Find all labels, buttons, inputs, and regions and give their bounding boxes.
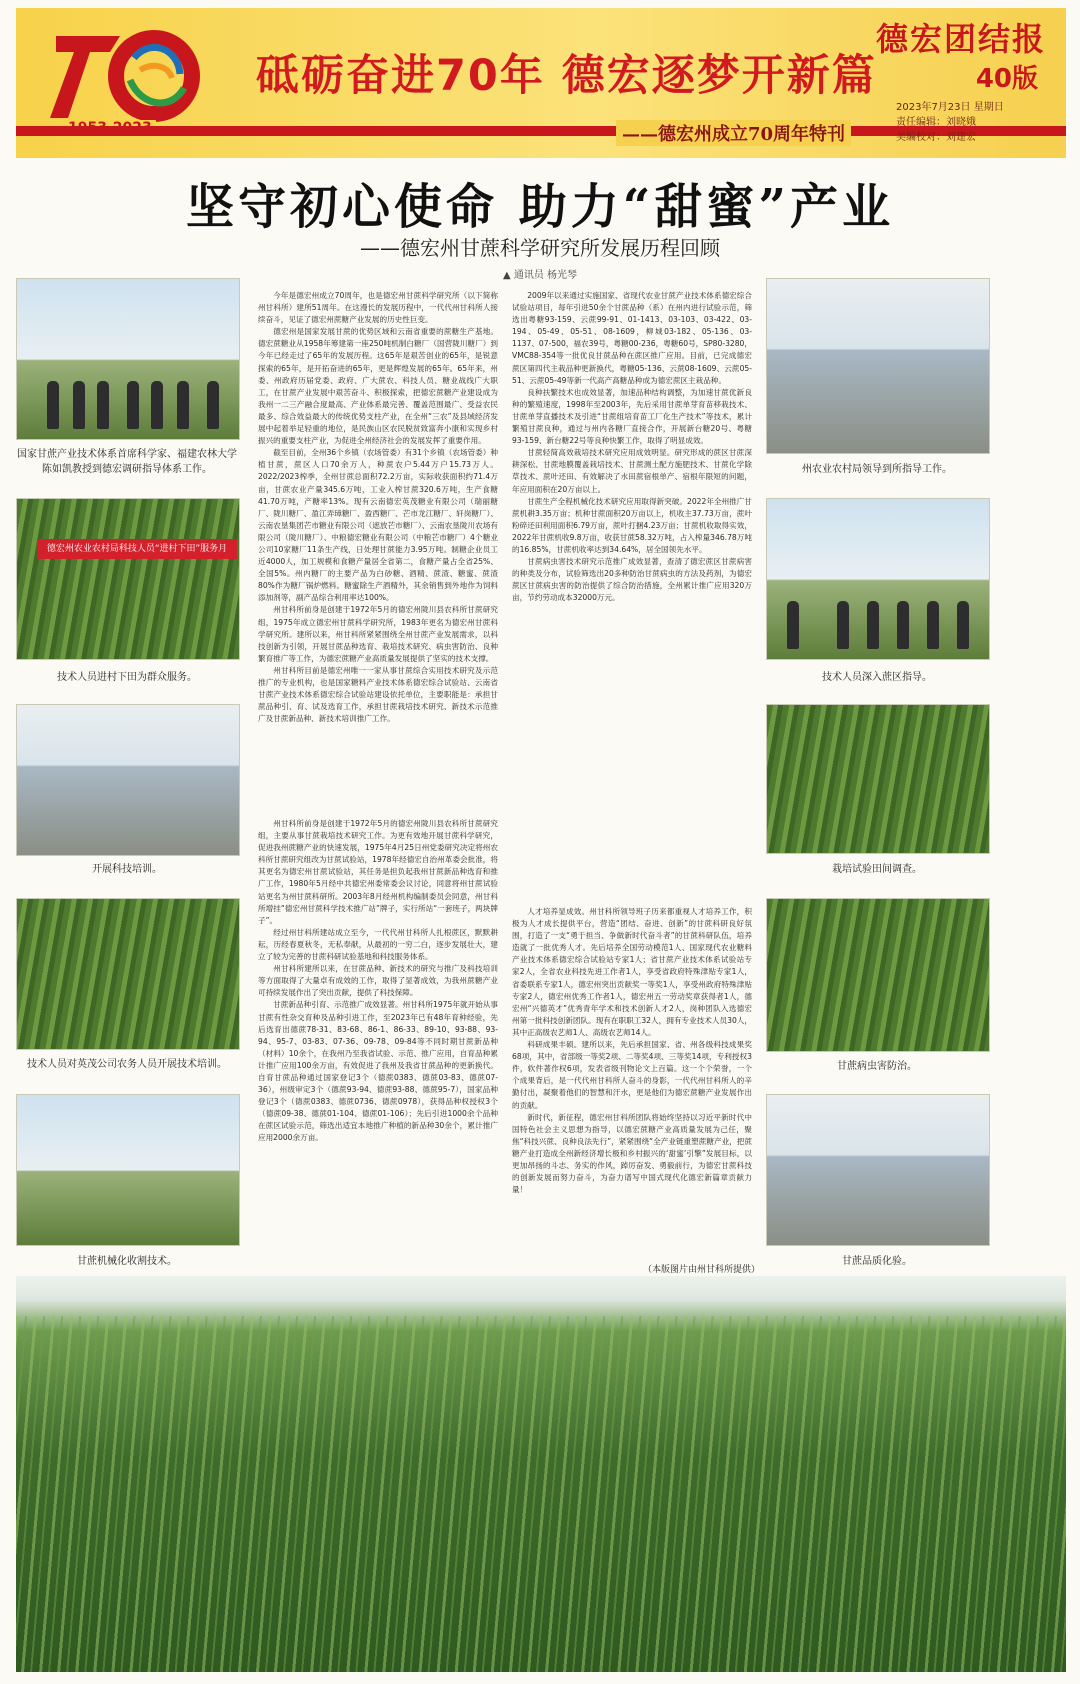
paragraph: 州甘科所前身是创建于1972年5月的德宏州陇川县农科所甘蔗研究组，主要从事甘蔗栽培技术研究工作。为更有效地开展甘蔗科学研究，促进我州蔗糖产业的快速发展，1975年4月25日州党委研究决定将州农科所甘蔗研究组改为甘蔗试验站，1978年经德宏自治州革委会批准，将其更名为德宏州甘蔗试验站，其任务是担负起我州甘蔗新品种选育和推广工作，1980年5月经中共德宏州委常委会议讨论，同意将州甘蔗试验站更名为州甘蔗科研所。2003年8月经州机构编制委员会同意，州甘科所增挂“德宏州甘蔗科学技术推广站”牌子，实行所站“一套班子，两块牌子”。 <box>258 819 498 925</box>
edition-number: 40版 <box>975 64 1038 94</box>
paragraph: 德宏州是国家发展甘蔗的优势区域和云南省重要的蔗糖生产基地。德宏蔗糖业从1958年筹建第一座250吨机制白糖厂（国营陇川糖厂）到今年已经走过了65年的发展历程。这65年是艰苦创业的65年，是锐意探索的65年，是开拓奋进的65年，更是辉煌发展的65年。65年来，州委、州政府历届党委、政府、广大蔗农、科技人员、糖业战线广大职工，在甘蔗产业发展中艰苦奋斗、积极探索，把德宏蔗糖产业建设成为我州一二三产融合度最高、产业体系最完善、覆盖范围最广、受益农民最多、综合效益最大的传统优势支柱产业，在全州“三农”及县域经济发展中起着举足轻重的地位，是民族山区农民脱贫致富奔小康和实现乡村振兴的重要支柱产业，为促进全州经济社会的发展发挥了重要作用。 <box>258 327 498 446</box>
sugarcane-blades <box>16 1316 1066 1672</box>
article-column-3 <box>512 290 752 900</box>
editor-credit: 责任编辑：刘晓娥 <box>896 117 976 128</box>
paragraph: 州甘科所建所以来，在甘蔗品种、新技术的研究与推广及科技培训等方面取得了大量卓有成效的工作，取得了显著成效，为我州蔗糖产业可持续发展作出了突出贡献，提供了科技保障。 <box>258 964 498 998</box>
paragraph: 科研成果丰硕。建所以来，先后承担国家、省、州各级科技成果奖68项，其中，省部级一等奖2项、二等奖4项、三等奖14项，专利授权3件，软件著作权6项，发表省级刊物论文上百篇。这一个个荣誉，一个个成果背后，是一代代州甘科所人奋斗的身影，一代代州甘科所人的辛勤付出，凝聚着他们的智慧和汗水，更是他们为德宏蔗糖产业发展作出的贡献。 <box>512 1040 752 1110</box>
paragraph: 2009年以来通过实施国家、省现代农业甘蔗产业技术体系德宏综合试验站项目，每年引进50余个甘蔗品种（系）在州内进行试验示范，筛选出粤糖93-159、云蔗99-91、01-1413、03-103、03-422、03-194、05-49、05-51、08-1609，柳城03-182、05-136、03-1137、07-500，福农39号，粤糖00-236，粤糖60号，SP80-3280，VMC88-354等一批优良甘蔗品种在蔗区推广应用。目前，已完成德宏蔗区第四代主栽品种更新换代，粤糖05-136、云蔗08-1609、云蔗05-51、云蔗05-49等新一代高产高糖品种成为德宏蔗区主栽品种。 <box>512 291 752 385</box>
anniversary-slogan: 砥砺奋进70年 德宏逐梦开新篇 <box>256 51 877 101</box>
paragraph: 甘蔗病虫害技术研究示范推广成效显著，查清了德宏蔗区甘蔗病害的种类及分布，试验筛选出20多种防治甘蔗病虫的方法及药剂，为德宏蔗区甘蔗病虫害的防治提供了综合防治措施，全州累计推广应用320万亩，节约劳动成本32000万元。 <box>512 557 752 603</box>
article-headline: 坚守初心使命 助力“甜蜜”产业 <box>186 179 894 235</box>
special-issue-label: ——德宏州成立70周年特刊 <box>616 120 851 146</box>
photo-field-survey <box>766 704 990 854</box>
proofreader-credit: 美编校对：刘建宏 <box>896 132 976 143</box>
paragraph: 今年是德宏州成立70周年，也是德宏州甘蔗科学研究所（以下简称州甘科所）建所51周年。在这漫长的发展历程中，一代代州甘科所人接续奋斗，见证了德宏州蔗糖产业发展的历史性巨变。 <box>258 291 498 325</box>
photo-field-training <box>16 898 240 1050</box>
paragraph: 甘蔗新品种引育、示范推广成效显著。州甘科所1975年就开始从事甘蔗有性杂交育种及品种引进工作，至2023年已有48年育种经验，先后选育出德蔗78-31、83-68、86-1、86-33、89-10、93-88、93-94、95-7、03-83、07-36、09-78、09-84等不同时期甘蔗新品种（材料）10余个，在我州乃至我省试验、示范、推广应用，自育品种累计推广应用100余万亩，有效促进了我州及我省甘蔗品种的更新换代。自育甘蔗品种通过国家登记3个（德蔗0383、德蔗03-83、德蔗07-36），州级审定3个（德蔗93-94、德蔗93-88、德蔗95-7），国家品种登记3个（德蔗0383、德蔗0736、德蔗0978），获得品种权授权3个（德蔗09-38、德蔗01-104、德蔗01-106）；先后引进1000余个品种在蔗区试验示范，筛选出适宜本地推广种植的新品种30余个，累计推广应用2000余万亩。 <box>258 1000 498 1143</box>
photo-mechanized-harvest <box>16 1094 240 1246</box>
article-subhead: ——德宏州甘蔗科学研究所发展历程回顾 <box>360 236 720 260</box>
photo-pest-control <box>766 898 990 1052</box>
photo-credit: （本版图片由州甘科所提供） <box>642 1265 760 1275</box>
paragraph: 人才培养显成效。州甘科所领导班子历来都重视人才培养工作，积极为人才成长提供平台，营造“团结、奋进、创新”的甘蔗科研良好氛围，打造了一支“勇于担当、争做新时代奋斗者”的甘蔗科研队伍，培养造就了一批优秀人才。先后培养全国劳动模范1人、国家现代农业糖料产业技术体系德宏综合试验站专家1人；省甘蔗产业技术体系试验站专家2人，全省农业科技先进工作者1人，享受省政府特殊津贴专家1人，省委联系专家1人，德宏州突出贡献奖一等奖1人，享受州政府特殊津贴专家2人，德宏州优秀工作者1人，德宏州五一劳动奖章获得者1人，德宏州“兴德英才”优秀青年学术和技术创新人才2人，岗种团队入选德宏州第一批科技创新团队。现有在职职工32人，拥有专业技术人员30人，其中正高级农艺师1人、高级农艺师14人。 <box>512 907 752 1037</box>
anniversary-70-logo <box>50 18 200 126</box>
paragraph: 良种扶繁技术也成效显著，加速品种结构调整，为加速甘蔗优新良种的繁殖速度，1998年至2003年，先后采用甘蔗单芽育苗移栽技术、甘蔗单芽直播技术及引进“甘蔗组培育苗工厂化生产技术”等技术，累计繁殖甘蔗良种，通过与州内各糖厂直接合作，开展新台糖20号、粤糖93-159、新台糖22号等良种快繁工作，取得了明显成效。 <box>512 387 752 446</box>
article-column-4 <box>512 906 752 1258</box>
photo-village-service <box>16 498 240 660</box>
paragraph: 甘蔗生产全程机械化技术研究应用取得新突破。2022年全州推广甘蔗机耕3.35万亩；机种甘蔗面积20万亩以上，机收主37.73万亩，蔗叶粉碎还田利用面积6.79万亩，蔗叶打捆4.23万亩；甘蔗机收取得实效，2022年甘蔗机收9.8万亩，收获甘蔗58.32万吨，占入榨量346.78万吨的16.85%，甘蔗机收率达到34.64%，居全国领先水平。 <box>512 496 752 554</box>
photo-quality-lab <box>766 1094 990 1246</box>
photo-leaders-guidance <box>766 278 990 454</box>
caption-right-2: 技术人员深入蔗区指导。 <box>822 672 932 683</box>
paragraph: 经过州甘科所建站成立至今，一代代州甘科所人扎根蔗区，默默耕耘，历经春夏秋冬，无私奉献，从最初的一穷二白，逐步发展壮大，建立了较为完善的甘蔗科研试验基地和科技服务体系。 <box>258 927 498 962</box>
issue-meta <box>896 100 1004 145</box>
masthead <box>16 8 1066 158</box>
paragraph: 州甘科所目前是德宏州唯一一家从事甘蔗综合实用技术研究及示范推广的专业机构，也是国家糖料产业技术体系德宏综合试验站、云南省甘蔗产业技术体系德宏综合试验站建设依托单位，主要职能是：承担甘蔗品种引、育、试及选育工作，承担甘蔗栽培技术研究、新技术示范推广及甘蔗新品种、新技术培训推广工作。 <box>258 665 498 724</box>
photo-tech-training <box>16 704 240 856</box>
newspaper-name: 德宏团结报 <box>875 20 1046 58</box>
article-column-2 <box>258 818 498 1268</box>
caption-left-3: 开展科技培训。 <box>92 864 162 875</box>
article-column-1 <box>258 290 498 815</box>
sugarcane-field-panorama <box>16 1276 1066 1672</box>
caption-right-1: 州农业农村局领导到所指导工作。 <box>802 464 952 475</box>
caption-right-4: 甘蔗病虫害防治。 <box>837 1061 917 1072</box>
article-byline: ▲ 通讯员 杨光琴 <box>502 270 578 281</box>
caption-right-5: 甘蔗品质化验。 <box>842 1256 912 1267</box>
caption-left-2: 技术人员进村下田为群众服务。 <box>57 672 197 683</box>
paragraph: 截至目前，全州36个乡镇（农场管委）有31个乡镇（农场管委）种植甘蔗，蔗区人口70余万人，种蔗农户5.44万户15.73万人。2022/2023榨季，全州甘蔗总面积72.2万亩，实际收获面积约71.4万亩，甘蔗农业产量345.6万吨，工业入榨甘蔗320.6万吨，生产食糖41.70万吨，产糖率13%。现有云南德宏英茂糖业有限公司（瑞丽糖厂、陇川糖厂、盈江弄璋糖厂、盈西糖厂、芒市龙江糖厂、轩岗糖厂）、云南农垦集团芒市糖业有限公司（遮放芒市糖厂）、云南农垦陇川农场有限公司（陇川糖厂）、中粮德宏糖业有限公司（中粮芒市糖厂）4个糖业公司10家糖厂11条生产线，日处理甘蔗能力3.95万吨。制糖企业员工近4000人，加工规模和食糖产量居全省第二，食糖产量占全省25%、全国5%。州内糖厂的主要产品为白砂糖、酒精、蔗渣、糖蜜、蔗渣80%作为糖厂锅炉燃料。糖蜜除生产酒精外，其余销售到外地作为饲料添加剂等，副产品综合利用率达100%。 <box>258 448 498 603</box>
paragraph: 甘蔗轻简高效栽培技术研究应用成效明显。研究形成的蔗区甘蔗深耕深松、甘蔗地膜覆盖栽培技术、甘蔗测土配方施肥技术、甘蔗化学除草技术、蔗叶还田、有效解决了水田蔗宿根单产、宿根年限短的问题，年应用面积在20万亩以上。 <box>512 448 752 494</box>
service-banner: 德宏州农业农村局科技人员“进村下田”服务月 <box>37 539 237 559</box>
paragraph: 新时代，新征程，德宏州甘科所团队将始终坚持以习近平新时代中国特色社会主义思想为指导，以德宏蔗糖产业高质量发展为己任，聚焦“科技兴蔗、良种良法先行”，紧紧围绕“全产业链重塑蔗糖产业，把蔗糖产业打造成全州新经济增长极和乡村振兴的‘甜蜜’引擎”发展目标，以更加昂扬的斗志、务实的作风，踔厉奋发、勇毅前行，为德宏甘蔗科技的创新发展而努力奋斗，为奋力谱写中国式现代化德宏新篇章贡献力量！ <box>512 1112 752 1195</box>
caption-left-4: 技术人员对英茂公司农务人员开展技术培训。 <box>27 1059 227 1070</box>
photo-experts-visit <box>16 278 240 440</box>
caption-left-1: 国家甘蔗产业技术体系首席科学家、福建农林大学陈如凯教授到德宏调研指导体系工作。 <box>17 449 237 475</box>
caption-left-5: 甘蔗机械化收割技术。 <box>77 1256 177 1267</box>
paragraph: 州甘科所前身是创建于1972年5月的德宏州陇川县农科所甘蔗研究组，1975年成立德宏州甘蔗科学研究所，1983年更名为德宏州甘蔗科学研究所。建所以来，州甘科所紧紧围绕全州甘蔗产业发展需求，以科技创新为引领，开展甘蔗品种选育、栽培技术研究、病虫害防治、良种繁育推广等工作，为德宏蔗糖产业高质量发展提供了坚实的技术支撑。 <box>258 605 498 663</box>
issue-date: 2023年7月23日 星期日 <box>896 102 1004 113</box>
caption-right-3: 栽培试验田间调查。 <box>832 864 922 875</box>
photo-field-guidance <box>766 498 990 660</box>
